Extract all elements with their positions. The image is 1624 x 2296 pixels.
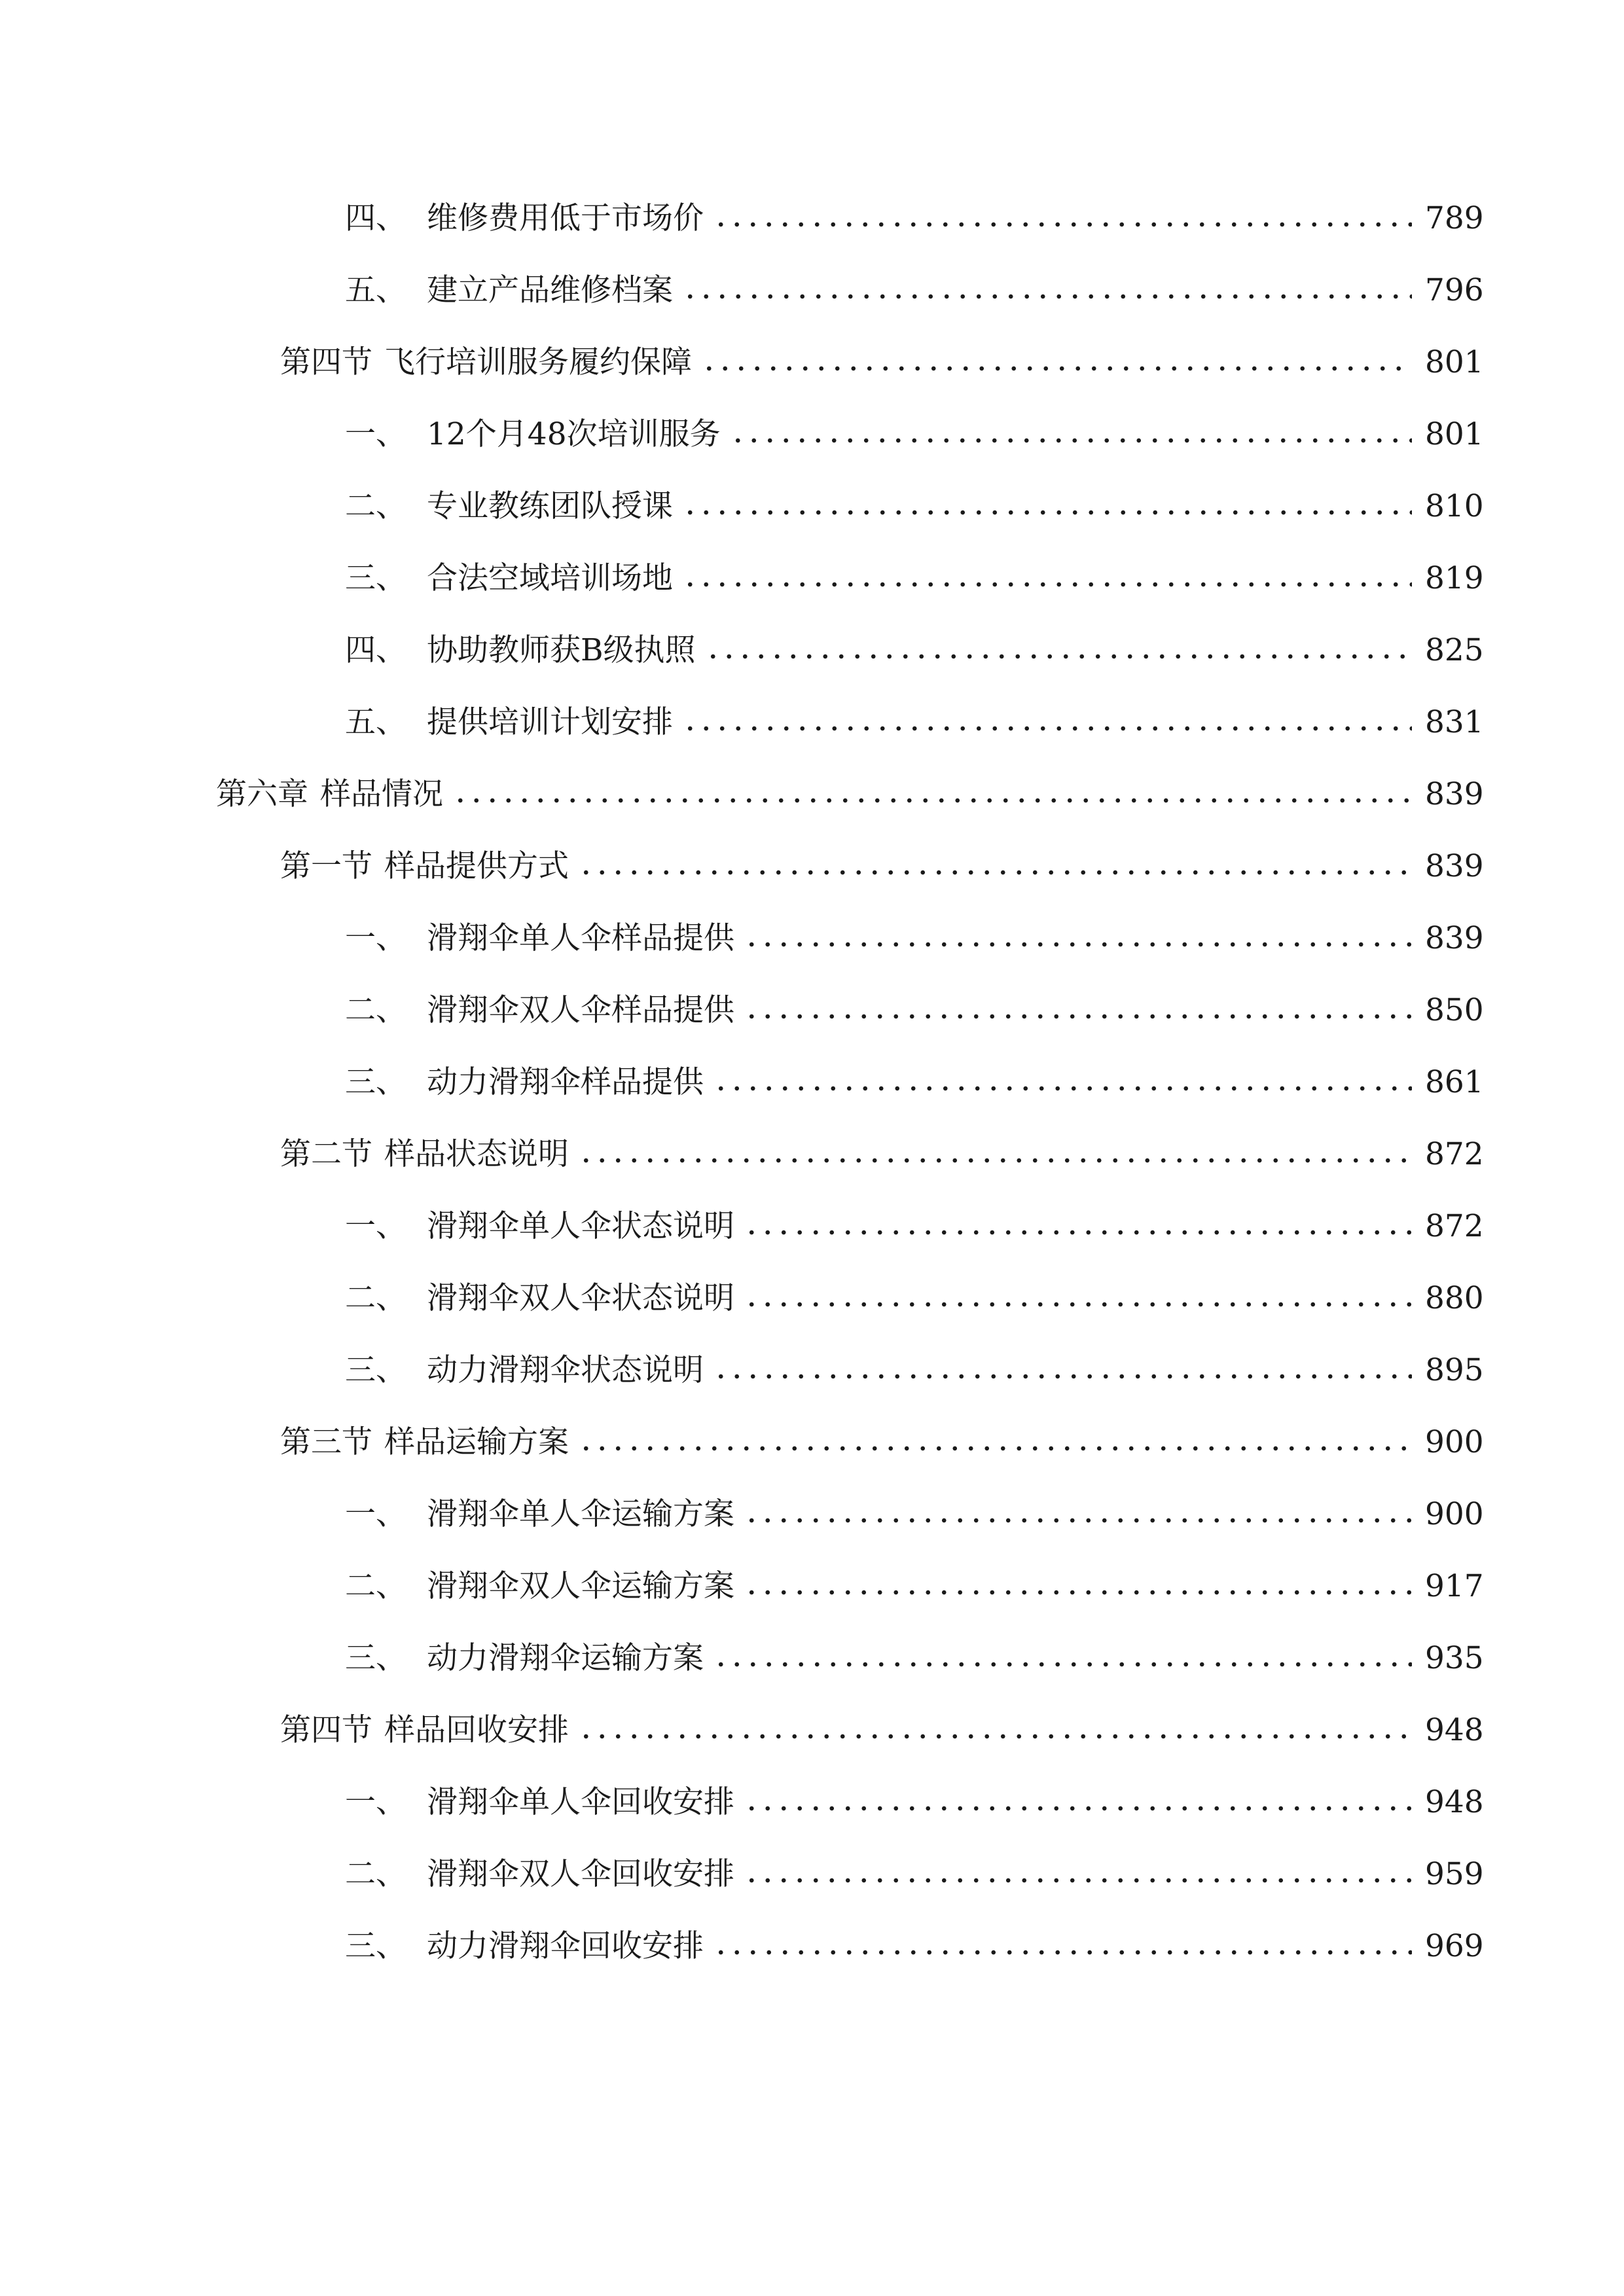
dot-leader [744, 941, 1412, 948]
toc-entry-title: 滑翔伞双人伞状态说明 [427, 1280, 734, 1316]
dot-leader [713, 1948, 1412, 1956]
toc-entry[interactable] [0, 1848, 1624, 1901]
toc-entry-title: 飞行培训服务履约保障 [384, 344, 692, 380]
toc-entry-title: 滑翔伞单人伞状态说明 [427, 1208, 734, 1244]
toc-entry-page: 831 [1425, 704, 1484, 740]
toc-entry[interactable] [0, 1200, 1624, 1253]
toc-entry-number: 四、 [345, 632, 406, 668]
toc-entry-title: 样品回收安排 [384, 1712, 569, 1748]
toc-entry-number: 一、 [345, 1208, 406, 1244]
toc-entry-number: 第四节 [280, 1712, 372, 1748]
toc-entry[interactable] [0, 624, 1624, 677]
toc-entry-title: 建立产品维修档案 [427, 272, 673, 308]
toc-entry-number: 五、 [345, 272, 406, 308]
toc-entry-title: 滑翔伞双人伞运输方案 [427, 1568, 734, 1604]
toc-entry-page: 850 [1425, 992, 1484, 1028]
toc-entry-number: 二、 [345, 992, 406, 1028]
dot-leader [744, 1588, 1412, 1596]
dot-leader [730, 437, 1412, 444]
toc-entry[interactable] [0, 1920, 1624, 1973]
toc-entry-page: 839 [1425, 920, 1484, 956]
toc-entry-title: 滑翔伞双人伞样品提供 [427, 992, 734, 1028]
dot-leader [578, 1732, 1412, 1740]
toc-entry[interactable] [0, 336, 1624, 389]
toc-entry-number: 三、 [345, 560, 406, 596]
dot-leader [682, 725, 1412, 732]
dot-leader [705, 653, 1412, 660]
toc-entry-title: 动力滑翔伞状态说明 [427, 1352, 704, 1388]
toc-entry-number: 一、 [345, 1496, 406, 1532]
toc-entry-title: 12个月48次培训服务 [427, 416, 721, 452]
toc-entry-title: 动力滑翔伞运输方案 [427, 1640, 704, 1676]
dot-leader [713, 221, 1412, 228]
dot-leader [713, 1660, 1412, 1668]
toc-entry-title: 动力滑翔伞回收安排 [427, 1928, 704, 1964]
toc-entry-page: 796 [1425, 272, 1484, 308]
dot-leader [682, 293, 1412, 300]
toc-entry-page: 948 [1425, 1712, 1484, 1748]
toc-entry-number: 三、 [345, 1352, 406, 1388]
toc-entry[interactable] [0, 768, 1624, 821]
toc-entry[interactable] [0, 912, 1624, 965]
toc-entry-number: 二、 [345, 1856, 406, 1892]
toc-entry-page: 801 [1425, 344, 1484, 380]
toc-entry[interactable] [0, 192, 1624, 245]
toc-entry-title: 样品情况 [320, 776, 443, 812]
toc-entry-page: 825 [1425, 632, 1484, 668]
toc-entry-page: 895 [1425, 1352, 1484, 1388]
toc-entry-number: 一、 [345, 1784, 406, 1820]
toc-entry[interactable] [0, 1560, 1624, 1613]
toc-entry-page: 810 [1425, 488, 1484, 524]
dot-leader [744, 1013, 1412, 1020]
toc-entry[interactable] [0, 696, 1624, 749]
toc-entry-page: 969 [1425, 1928, 1484, 1964]
toc-entry-page: 839 [1425, 776, 1484, 812]
toc-entry-page: 900 [1425, 1496, 1484, 1532]
dot-leader [713, 1085, 1412, 1092]
dot-leader [744, 1229, 1412, 1236]
dot-leader [682, 581, 1412, 588]
toc-entry-title: 协助教师获B级执照 [427, 632, 696, 668]
toc-entry-number: 第一节 [280, 848, 372, 884]
toc-entry[interactable] [0, 1272, 1624, 1325]
toc-entry-number: 第二节 [280, 1136, 372, 1172]
toc-entry-title: 样品运输方案 [384, 1424, 569, 1460]
toc-entry-title: 合法空域培训场地 [427, 560, 673, 596]
dot-leader [744, 1516, 1412, 1524]
toc-entry-number: 第三节 [280, 1424, 372, 1460]
toc-entry-page: 789 [1425, 200, 1484, 236]
toc-entry-page: 819 [1425, 560, 1484, 596]
toc-entry[interactable] [0, 1488, 1624, 1541]
dot-leader [744, 1876, 1412, 1884]
toc-entry-number: 一、 [345, 416, 406, 452]
toc-entry-title: 提供培训计划安排 [427, 704, 673, 740]
dot-leader [744, 1300, 1412, 1308]
toc-entry-title: 滑翔伞双人伞回收安排 [427, 1856, 734, 1892]
dot-leader [578, 1157, 1412, 1164]
toc-entry-number: 三、 [345, 1928, 406, 1964]
toc-entry[interactable] [0, 1776, 1624, 1829]
toc-entry-page: 948 [1425, 1784, 1484, 1820]
dot-leader [452, 797, 1412, 804]
toc-entry-number: 二、 [345, 1568, 406, 1604]
dot-leader [682, 509, 1412, 516]
toc-entry-title: 样品状态说明 [384, 1136, 569, 1172]
toc-entry-title: 维修费用低于市场价 [427, 200, 704, 236]
toc-entry-number: 三、 [345, 1064, 406, 1100]
toc-entry-number: 第四节 [280, 344, 372, 380]
toc-entry[interactable] [0, 480, 1624, 533]
toc-entry-title: 动力滑翔伞样品提供 [427, 1064, 704, 1100]
toc-entry-number: 第六章 [216, 776, 308, 812]
toc-entry[interactable] [0, 1416, 1624, 1469]
toc-entry[interactable] [0, 1128, 1624, 1181]
toc-entry-title: 专业教练团队授课 [427, 488, 673, 524]
toc-entry-number: 二、 [345, 1280, 406, 1316]
toc-entry-title: 样品提供方式 [384, 848, 569, 884]
toc-entry-page: 861 [1425, 1064, 1484, 1100]
toc-entry-number: 一、 [345, 920, 406, 956]
toc-entry-title: 滑翔伞单人伞回收安排 [427, 1784, 734, 1820]
toc-entry-number: 二、 [345, 488, 406, 524]
toc-entry[interactable] [0, 1344, 1624, 1397]
toc-entry-page: 959 [1425, 1856, 1484, 1892]
toc-entry[interactable] [0, 408, 1624, 461]
toc-entry-page: 917 [1425, 1568, 1484, 1604]
toc-entry[interactable] [0, 840, 1624, 893]
toc-entry-title: 滑翔伞单人伞样品提供 [427, 920, 734, 956]
toc-entry[interactable] [0, 1632, 1624, 1685]
toc-entry[interactable] [0, 1704, 1624, 1757]
toc-entry[interactable] [0, 552, 1624, 605]
toc-entry-number: 五、 [345, 704, 406, 740]
dot-leader [701, 365, 1412, 372]
toc-entry-page: 872 [1425, 1208, 1484, 1244]
dot-leader [578, 869, 1412, 876]
toc-entry-number: 四、 [345, 200, 406, 236]
toc-entry-number: 三、 [345, 1640, 406, 1676]
toc-entry-page: 839 [1425, 848, 1484, 884]
dot-leader [713, 1372, 1412, 1380]
toc-entry-title: 滑翔伞单人伞运输方案 [427, 1496, 734, 1532]
toc-entry-page: 880 [1425, 1280, 1484, 1316]
toc-entry[interactable] [0, 984, 1624, 1037]
toc-entry[interactable] [0, 264, 1624, 317]
toc-entry-page: 935 [1425, 1640, 1484, 1676]
toc-entry-page: 872 [1425, 1136, 1484, 1172]
dot-leader [578, 1444, 1412, 1452]
toc-entry-page: 900 [1425, 1424, 1484, 1460]
toc-entry-page: 801 [1425, 416, 1484, 452]
toc-entry[interactable] [0, 1056, 1624, 1109]
dot-leader [744, 1804, 1412, 1812]
